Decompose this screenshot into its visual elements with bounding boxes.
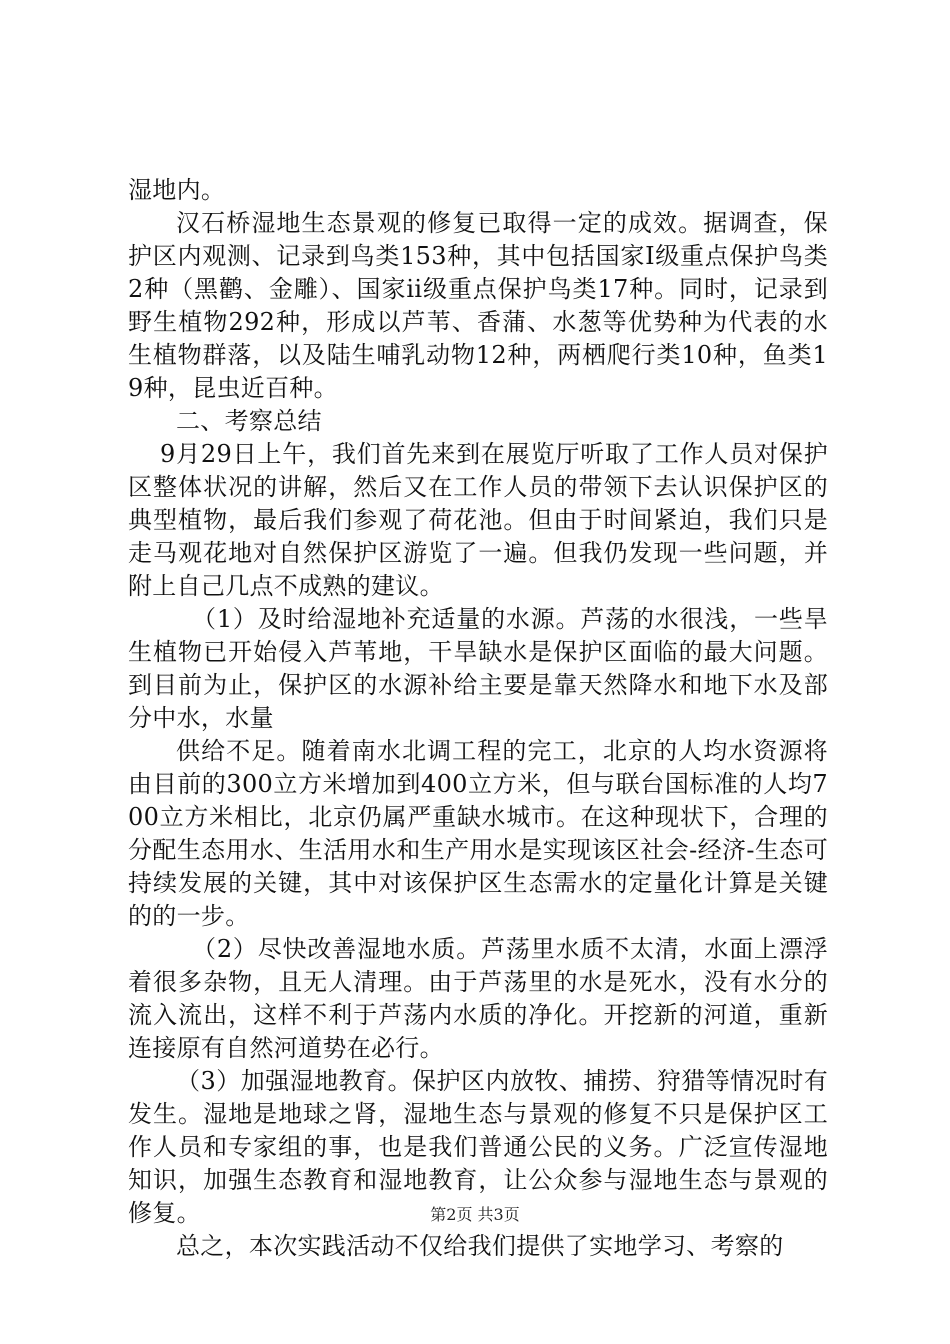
page-number-footer: 第2页 共3页 — [430, 1205, 520, 1224]
paragraph-continuation: 湿地内。 — [128, 176, 226, 204]
paragraph-water-supply: 供给不足。随着南水北调工程的完工，北京的人均水资源将由目前的300立方米增加到400立方米，但与联台国标准的人均700立方米相比，北京仍属严重缺水城市。在这种现状下，合理的分配生态用水、生活用水和生产用水是实现该区社会-经济-生态可持续发展的关键，其中对该保护区生态需水的定量化计算是关键的的一步。 — [128, 737, 828, 930]
paragraph-visit: 9月29日上午，我们首先来到在展览厅听取了工作人员对保护区整体状况的讲解，然后又在工作人员的带领下去认识保护区的典型植物，最后我们参观了荷花池。但由于时间紧迫，我们只是走马观花地对自然保护区游览了一遍。但我仍发现一些问题，并附上自己几点不成熟的建议。 — [128, 440, 828, 600]
paragraph-suggestion-2: （2）尽快改善湿地水质。芦荡里水质不太清，水面上漂浮着很多杂物，且无人清理。由于芦荡里的水是死水，没有水分的流入流出，这样不利于芦荡内水质的净化。开挖新的河道，重新连接原有自然河道势在必行。 — [128, 935, 828, 1062]
paragraph-bird-survey: 汉石桥湿地生态景观的修复已取得一定的成效。据调查，保护区内观测、记录到鸟类153种，其中包括国家Ⅰ级重点保护鸟类2种（黑鹳、金雕）、国家ii级重点保护鸟类17种。同时，记录到野生植物292种，形成以芦苇、香蒲、水葱等优势种为代表的水生植物群落，以及陆生哺乳动物12种，两栖爬行类10种，鱼类19种，昆虫近百种。 — [128, 209, 828, 402]
paragraph-conclusion: 总之，本次实践活动不仅给我们提供了实地学习、考察的 — [176, 1232, 784, 1260]
document-body — [128, 174, 828, 1263]
paragraph-suggestion-1: （1）及时给湿地补充适量的水源。芦荡的水很浅，一些旱生植物已开始侵入芦苇地，干旱缺水是保护区面临的最大问题。到目前为止，保护区的水源补给主要是靠天然降水和地下水及部分中水，水量 — [128, 605, 828, 732]
paragraph-suggestion-3: （3）加强湿地教育。保护区内放牧、捕捞、狩猎等情况时有发生。湿地是地球之肾，湿地生态与景观的修复不只是保护区工作人员和专家组的事，也是我们普通公民的义务。广泛宣传湿地知识，加强生态教育和湿地教育，让公众参与湿地生态与景观的修复。 — [128, 1067, 828, 1227]
section-heading-summary: 二、考察总结 — [176, 407, 322, 435]
